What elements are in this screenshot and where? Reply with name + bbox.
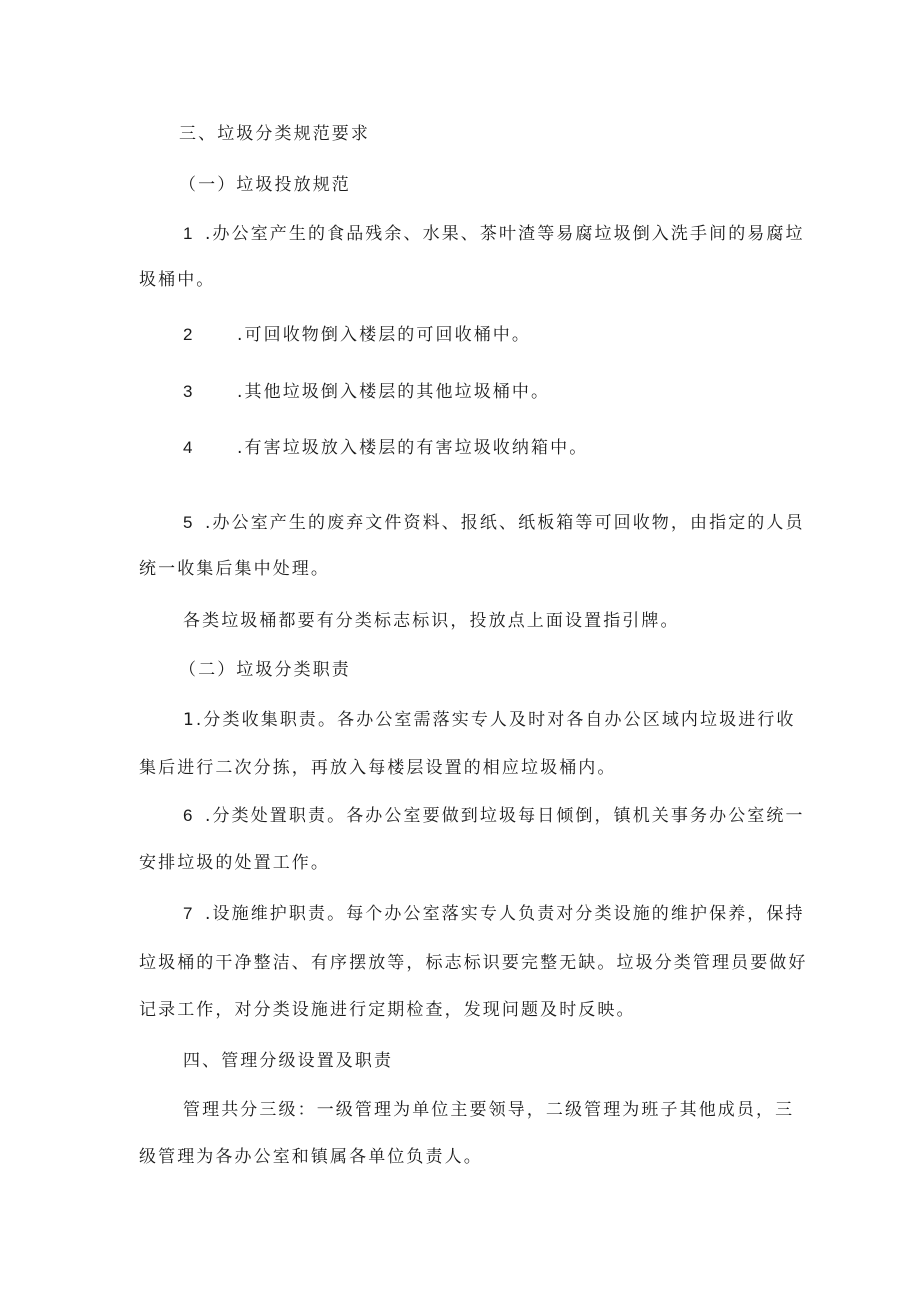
duty7-text: .设施维护职责。每个办公室落实专人负责对分类设施的维护保养，保持: [205, 904, 805, 924]
section3-heading: 三、垃圾分类规范要求: [179, 124, 370, 144]
sub1-heading: （一）垃圾投放规范: [179, 175, 351, 195]
item5-number: 5: [183, 513, 193, 532]
sub2-heading: （二）垃圾分类职责: [179, 660, 351, 680]
item1-text: .办公室产生的食品残余、水果、茶叶渣等易腐垃圾倒入洗手间的易腐垃: [205, 224, 805, 244]
item4-number: 4: [183, 438, 193, 457]
duty6-line2: 安排垃圾的处置工作。: [139, 853, 330, 873]
duty7-line3: 记录工作，对分类设施进行定期检查，发现问题及时反映。: [139, 1000, 636, 1020]
section4-line1: 管理共分三级：一级管理为单位主要领导，二级管理为班子其他成员，三: [183, 1100, 795, 1120]
item3-number: 3: [183, 382, 193, 401]
duty1-line1: 1.分类收集职责。各办公室需落实专人及时对各自办公区域内垃圾进行收: [183, 710, 796, 730]
item1-line2: 圾桶中。: [139, 270, 216, 290]
signage-note: 各类垃圾桶都要有分类标志标识，投放点上面设置指引牌。: [183, 611, 680, 631]
item3-text: .其他垃圾倒入楼层的其他垃圾桶中。: [237, 382, 551, 402]
duty6-number: 6: [183, 806, 193, 825]
item1-line1: [183, 222, 805, 246]
item2-number: 2: [183, 325, 193, 344]
duty7-line1: [183, 902, 805, 926]
item1-number: 1: [183, 224, 193, 243]
section4-heading: 四、管理分级设置及职责: [183, 1051, 394, 1071]
item2-text: .可回收物倒入楼层的可回收桶中。: [237, 325, 532, 345]
item2: [183, 323, 531, 347]
duty6-line1: [183, 804, 805, 828]
item5-line2: 统一收集后集中处理。: [139, 559, 330, 579]
duty1-line2: 集后进行二次分拣，再放入每楼层设置的相应垃圾桶内。: [139, 758, 617, 778]
section4-line2: 级管理为各办公室和镇属各单位负责人。: [139, 1147, 483, 1167]
item5-line1: [183, 511, 805, 535]
duty6-text: .分类处置职责。各办公室要做到垃圾每日倾倒，镇机关事务办公室统一: [205, 806, 805, 826]
item4-text: .有害垃圾放入楼层的有害垃圾收纳箱中。: [237, 438, 589, 458]
item3: [183, 380, 550, 404]
duty7-line2: 垃圾桶的干净整洁、有序摆放等，标志标识要完整无缺。垃圾分类管理员要做好: [139, 953, 808, 973]
item4: [183, 436, 588, 460]
item5-text: .办公室产生的废弃文件资料、报纸、纸板箱等可回收物，由指定的人员: [205, 513, 805, 533]
duty7-number: 7: [183, 904, 193, 923]
